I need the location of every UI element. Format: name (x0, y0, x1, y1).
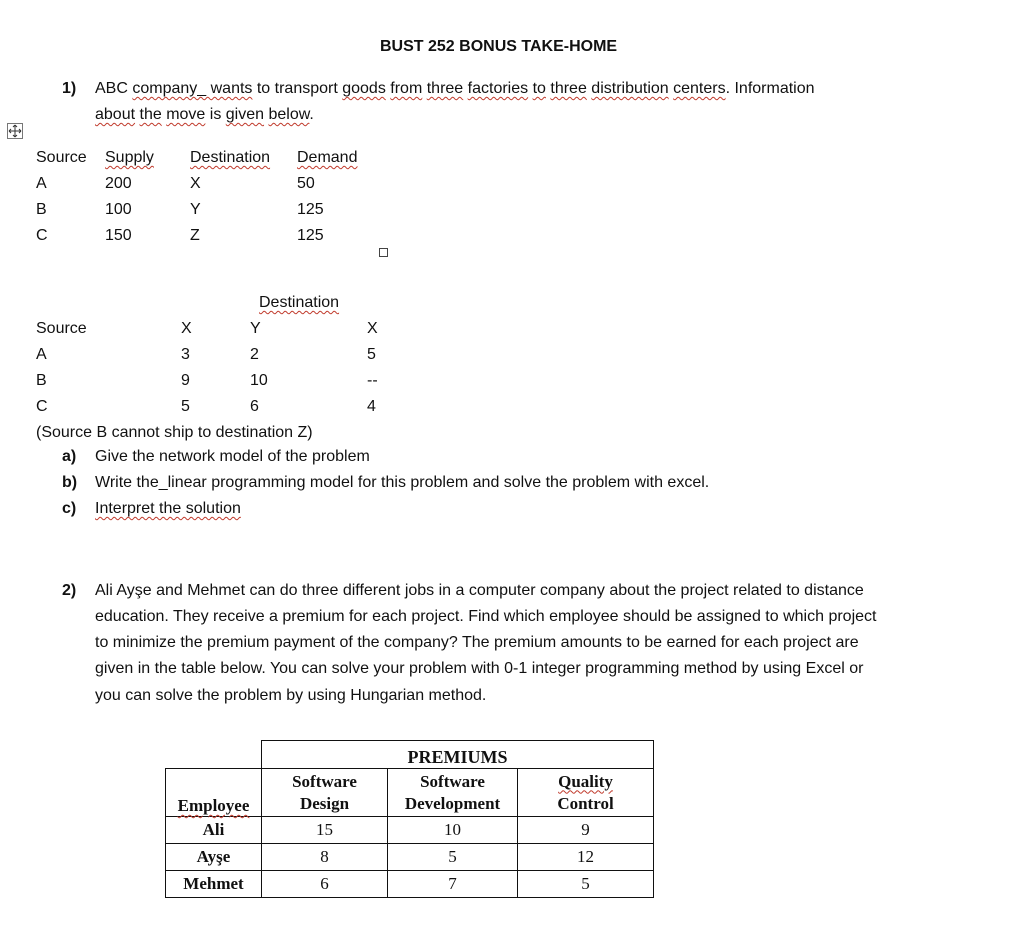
employee-header: Employee (166, 769, 262, 817)
cost-cell: 9 (181, 372, 190, 389)
cost-table-title: Destination (259, 294, 340, 311)
q2-line: Ali Ayşe and Mehmet can do three different jobs in a computer company about the project related to distance (95, 582, 864, 599)
cost-cell: A (36, 346, 47, 363)
supply-cell: 50 (297, 175, 315, 192)
supply-cell: A (36, 175, 47, 192)
part-label: b) (62, 474, 78, 491)
cost-header-source: Source (36, 320, 87, 337)
supply-header-source: Source (36, 149, 87, 166)
cost-cell: C (36, 398, 48, 415)
premium-cell: 15 (262, 817, 388, 844)
supply-header-demand: Demand (297, 149, 358, 166)
part-b-text: Write the_linear programming model for this problem and solve the problem with excel. (95, 474, 710, 491)
part-c-text: Interpret the solution (95, 500, 241, 517)
premium-cell: 7 (388, 871, 518, 898)
q2-line: to minimize the premium payment of the company? The premium amounts to be earned for each project are (95, 634, 859, 651)
supply-header-supply: Supply (105, 149, 154, 166)
supply-cell: 125 (297, 227, 324, 244)
premium-cell: 12 (518, 844, 654, 871)
supply-cell: C (36, 227, 48, 244)
cost-header: X (367, 320, 378, 337)
col-header-software-design: Software Design (262, 769, 388, 817)
q2-line: you can solve the problem by using Hungarian method. (95, 687, 487, 704)
cost-cell: 2 (250, 346, 259, 363)
part-label: a) (62, 448, 77, 465)
supply-cell: X (190, 175, 201, 192)
q1-intro-line2: about the move is given below. (95, 106, 314, 123)
q1-intro-line1: ABC company_ wants to transport goods from three factories to three distribution centers. Information (95, 80, 815, 97)
q2-line: given in the table below. You can solve your problem with 0-1 integer programming method by using Excel or (95, 660, 864, 677)
supply-cell: Z (190, 227, 200, 244)
premium-cell: 5 (518, 871, 654, 898)
table-row (166, 871, 654, 898)
table-row (166, 844, 654, 871)
premium-cell: 8 (262, 844, 388, 871)
premium-cell: 9 (518, 817, 654, 844)
cost-cell: 3 (181, 346, 190, 363)
page-title: BUST 252 BONUS TAKE-HOME (380, 38, 618, 55)
employee-name: Ayşe (166, 844, 262, 871)
supply-cell: B (36, 201, 47, 218)
employee-name: Mehmet (166, 871, 262, 898)
cost-cell: 4 (367, 398, 376, 415)
q2-number: 2) (62, 582, 77, 599)
supply-cell: Y (190, 201, 201, 218)
supply-header-destination: Destination (190, 149, 271, 166)
table-row (166, 817, 654, 844)
premium-cell: 6 (262, 871, 388, 898)
q1-note: (Source B cannot ship to destination Z) (36, 424, 313, 441)
supply-cell: 150 (105, 227, 132, 244)
cost-cell: 6 (250, 398, 259, 415)
cost-header: X (181, 320, 192, 337)
q2-line: education. They receive a premium for each project. Find which employee should be assigned to which project (95, 608, 877, 625)
employee-name: Ali (166, 817, 262, 844)
supply-cell: 100 (105, 201, 132, 218)
supply-cell: 200 (105, 175, 132, 192)
cost-cell: B (36, 372, 47, 389)
resize-handle-icon[interactable] (379, 248, 388, 257)
premiums-title: PREMIUMS (262, 741, 654, 769)
cost-cell: 5 (367, 346, 376, 363)
cost-cell: 5 (181, 398, 190, 415)
premium-cell: 5 (388, 844, 518, 871)
supply-cell: 125 (297, 201, 324, 218)
cost-cell: 10 (250, 372, 268, 389)
part-a-text: Give the network model of the problem (95, 448, 370, 465)
part-label: c) (62, 500, 77, 517)
premiums-table (165, 740, 654, 898)
col-header-quality-control: Quality Control (518, 769, 654, 817)
cost-cell: -- (367, 372, 378, 389)
col-header-software-development: Software Development (388, 769, 518, 817)
q1-number: 1) (62, 80, 77, 97)
premium-cell: 10 (388, 817, 518, 844)
cost-header: Y (250, 320, 261, 337)
table-move-handle-icon[interactable] (7, 123, 23, 139)
